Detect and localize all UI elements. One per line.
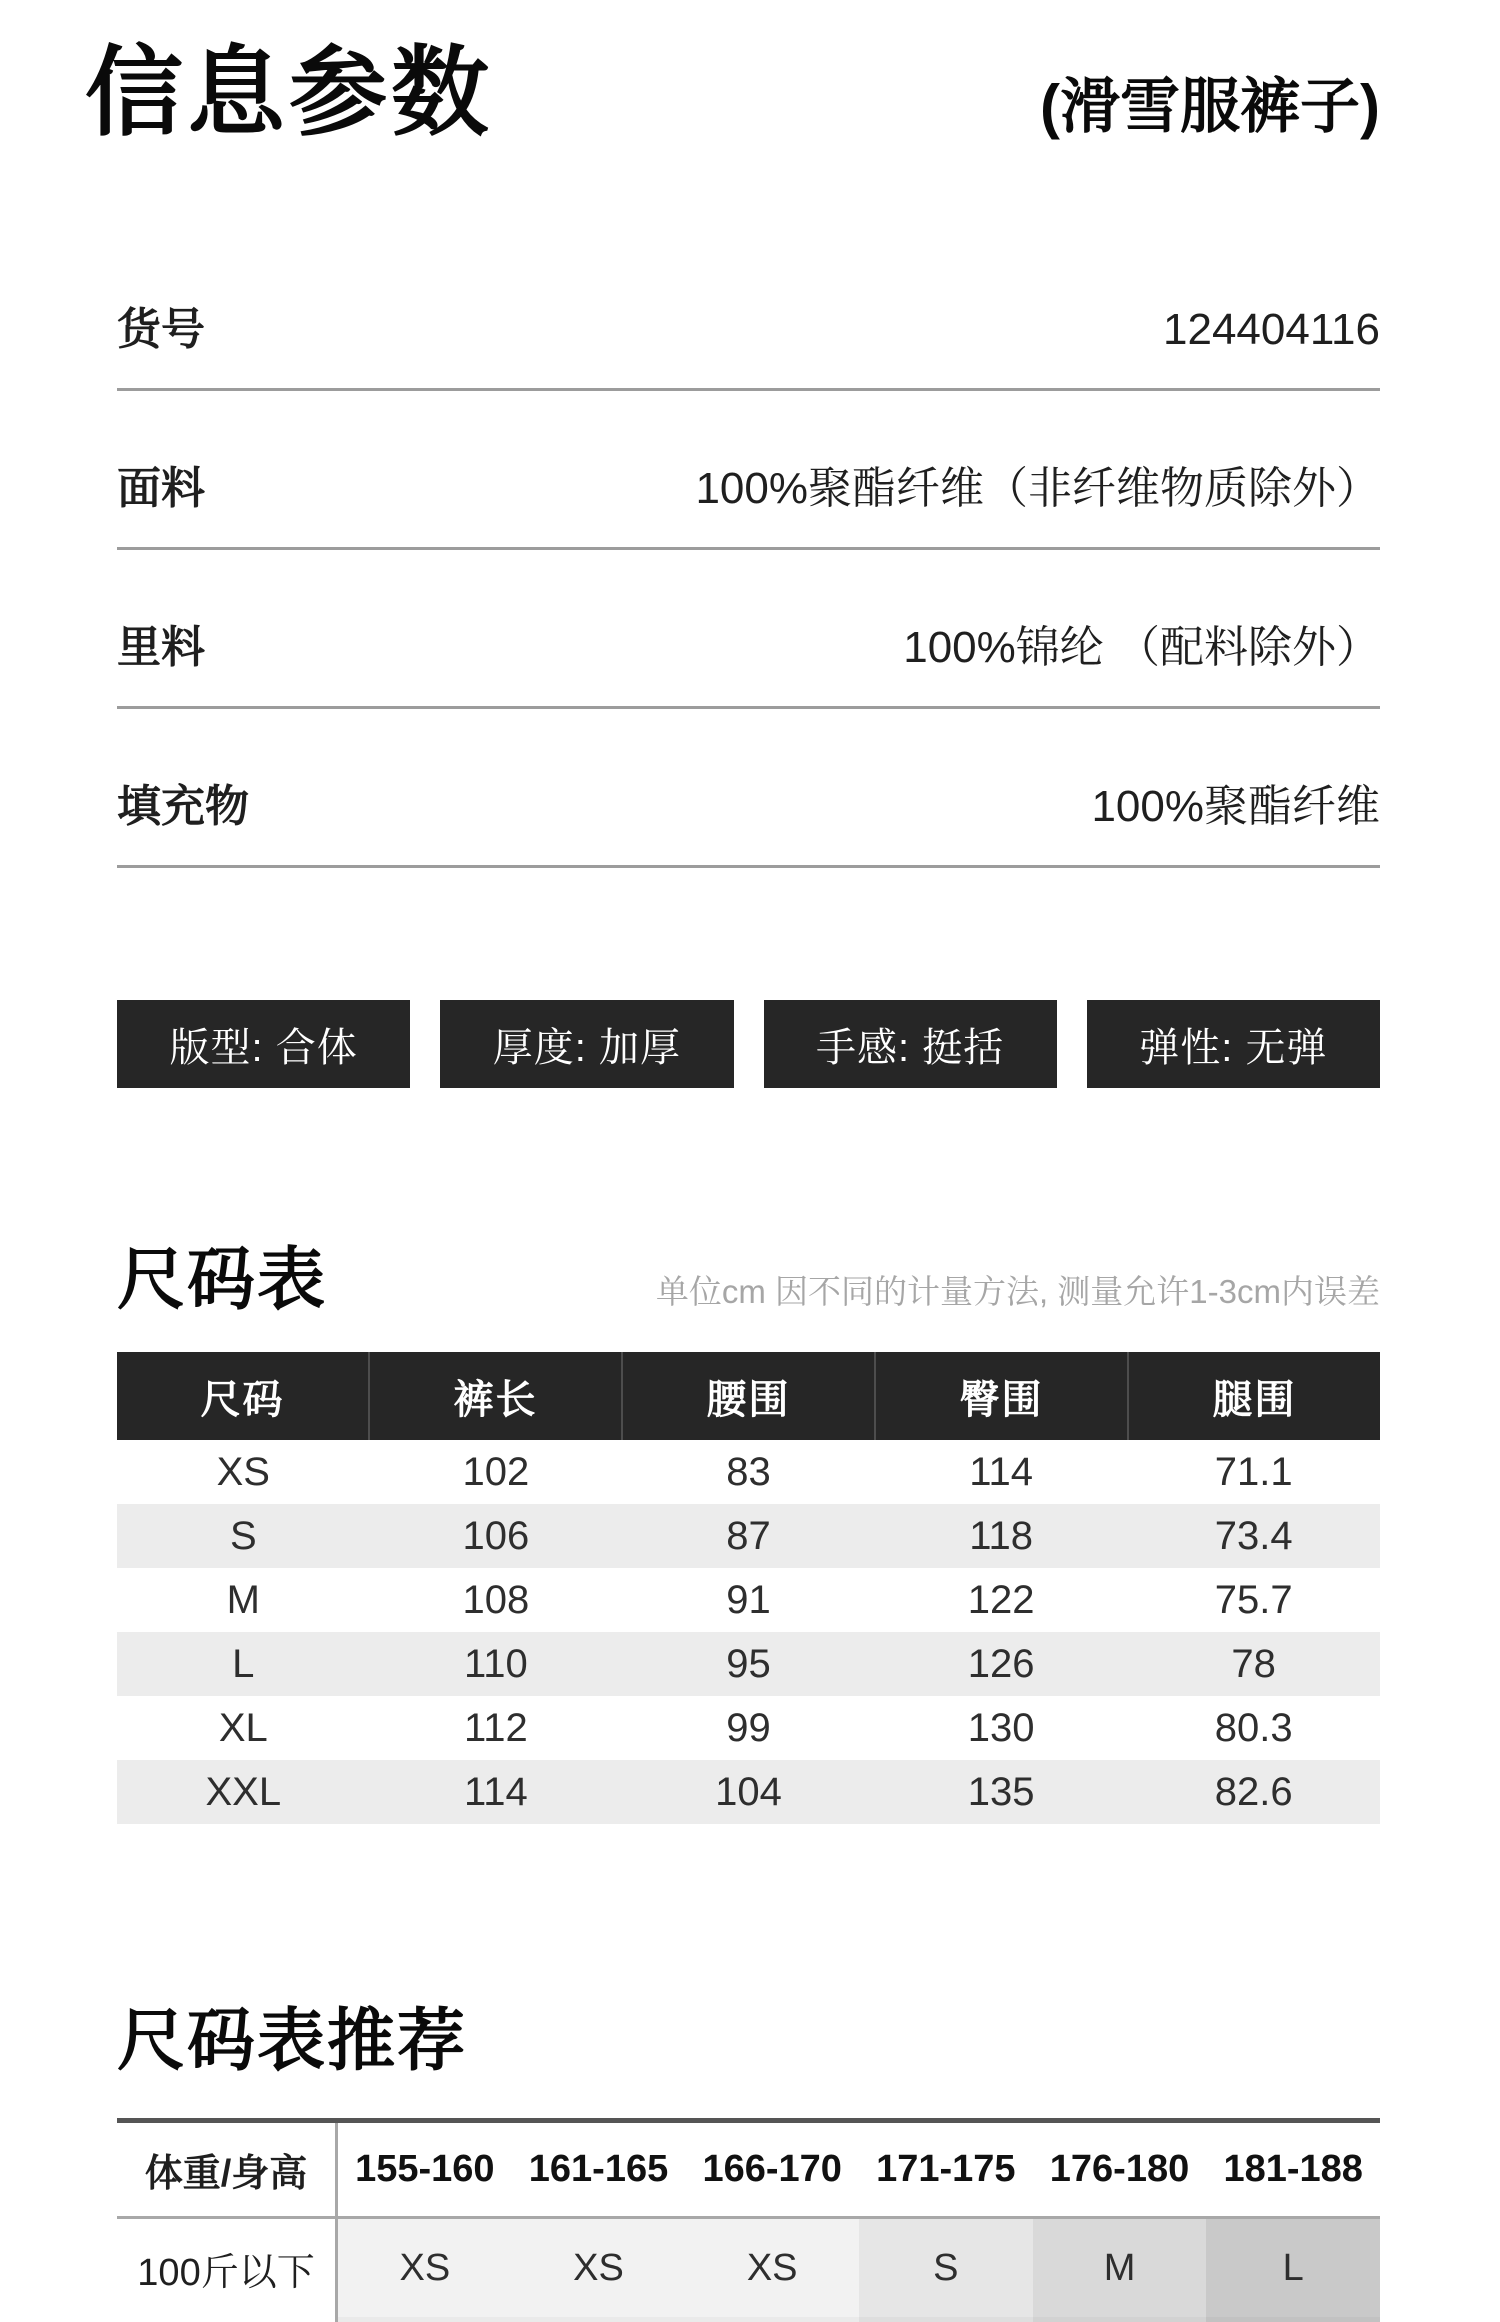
table-cell <box>1033 2317 1207 2322</box>
size-recommendation-heading: 尺码表推荐 <box>117 2003 468 2079</box>
table-cell: 83 <box>726 1449 771 1494</box>
info-value: 100%聚酯纤维 <box>1091 782 1380 831</box>
column-header: 腿围 <box>1127 1352 1380 1440</box>
column-header: 腰围 <box>621 1352 874 1440</box>
table-cell: 73.4 <box>1214 1513 1293 1558</box>
info-list <box>117 305 1380 868</box>
table-cell: XS <box>216 1449 270 1494</box>
table-cell: 87 <box>726 1513 771 1558</box>
recommendation-header-row <box>117 2123 1380 2219</box>
info-row-lining <box>117 623 1380 709</box>
table-cell: 130 <box>967 1705 1035 1750</box>
table-row <box>117 1504 1380 1568</box>
table-row <box>117 2219 1380 2317</box>
table-row <box>117 1760 1380 1824</box>
table-cell: 104 <box>715 1769 782 1814</box>
column-header: 155-160 <box>355 2148 495 2190</box>
table-cell: M <box>1033 2219 1207 2317</box>
size-chart-heading: 尺码表 <box>117 1242 328 1318</box>
table-cell: 106 <box>462 1513 530 1558</box>
table-cell: 91 <box>726 1577 771 1622</box>
table-row <box>117 1440 1380 1504</box>
table-cell: 122 <box>967 1577 1035 1622</box>
info-row-filling <box>117 782 1380 868</box>
table-row-cutoff <box>117 2317 1380 2322</box>
info-label: 里料 <box>117 623 205 672</box>
column-header: 171-175 <box>876 2148 1016 2190</box>
table-cell: XS <box>338 2219 512 2317</box>
table-cell: XL <box>218 1705 268 1750</box>
table-row <box>117 1568 1380 1632</box>
table-cell: XS <box>512 2219 686 2317</box>
table-row <box>117 1632 1380 1696</box>
table-cell: 126 <box>967 1641 1035 1686</box>
info-value: 100%聚酯纤维（非纤维物质除外） <box>695 464 1380 513</box>
info-row-item-number <box>117 305 1380 391</box>
table-cell: 82.6 <box>1214 1769 1293 1814</box>
table-cell <box>117 2317 338 2322</box>
title-row <box>0 0 1500 147</box>
column-header: 裤长 <box>368 1352 621 1440</box>
column-header: 体重/身高 <box>117 2123 338 2216</box>
table-cell: L <box>1206 2219 1380 2317</box>
table-cell <box>512 2317 686 2322</box>
table-row <box>117 1696 1380 1760</box>
table-cell <box>1206 2317 1380 2322</box>
info-row-fabric <box>117 464 1380 550</box>
table-cell <box>859 2317 1033 2322</box>
attribute-badges <box>117 1000 1380 1088</box>
badge-stretch: 弹性: 无弹 <box>1087 1000 1380 1088</box>
column-header: 尺码 <box>200 1377 285 1422</box>
table-cell: 75.7 <box>1214 1577 1293 1622</box>
badge-feel: 手感: 挺括 <box>764 1000 1057 1088</box>
column-header: 176-180 <box>1049 2148 1190 2190</box>
table-cell: 80.3 <box>1214 1705 1293 1750</box>
row-header: 100斤以下 <box>117 2219 338 2317</box>
table-cell <box>338 2317 512 2322</box>
column-header: 166-170 <box>702 2148 842 2190</box>
size-recommendation-table <box>117 2118 1380 2322</box>
table-cell: 114 <box>464 1769 528 1814</box>
size-table-header <box>117 1352 1380 1440</box>
table-cell: S <box>229 1513 257 1558</box>
table-cell: 99 <box>726 1705 771 1750</box>
info-label: 货号 <box>117 305 205 354</box>
page-title: 信息参数 <box>85 37 494 147</box>
table-cell: 118 <box>969 1513 1033 1558</box>
table-cell: M <box>226 1577 260 1622</box>
info-label: 填充物 <box>117 782 249 831</box>
table-cell: 112 <box>464 1705 528 1750</box>
table-cell: 102 <box>462 1449 530 1494</box>
table-cell: 108 <box>462 1577 530 1622</box>
badge-thickness: 厚度: 加厚 <box>440 1000 733 1088</box>
size-chart-heading-row <box>117 1242 1380 1318</box>
page-subtitle: (滑雪服裤子) <box>1040 73 1380 140</box>
size-chart-note: 单位cm 因不同的计量方法, 测量允许1-3cm内误差 <box>655 1273 1380 1310</box>
table-cell: 114 <box>969 1449 1033 1494</box>
table-cell: 78 <box>1231 1641 1276 1686</box>
table-cell <box>685 2317 859 2322</box>
table-cell: XS <box>685 2219 859 2317</box>
info-value: 100%锦纶 （配料除外） <box>903 623 1380 672</box>
table-cell: 135 <box>967 1769 1035 1814</box>
info-value: 124404116 <box>1163 305 1380 354</box>
table-cell: 110 <box>464 1641 528 1686</box>
column-header: 161-165 <box>528 2148 669 2190</box>
table-cell: 71.1 <box>1214 1449 1293 1494</box>
column-header: 181-188 <box>1223 2148 1363 2190</box>
info-label: 面料 <box>117 464 205 513</box>
table-cell: L <box>232 1641 255 1686</box>
table-cell: S <box>859 2219 1033 2317</box>
column-header: 臀围 <box>874 1352 1127 1440</box>
table-cell: XXL <box>205 1769 282 1814</box>
badge-fit: 版型: 合体 <box>117 1000 410 1088</box>
size-table <box>117 1352 1380 1824</box>
table-cell: 95 <box>726 1641 771 1686</box>
